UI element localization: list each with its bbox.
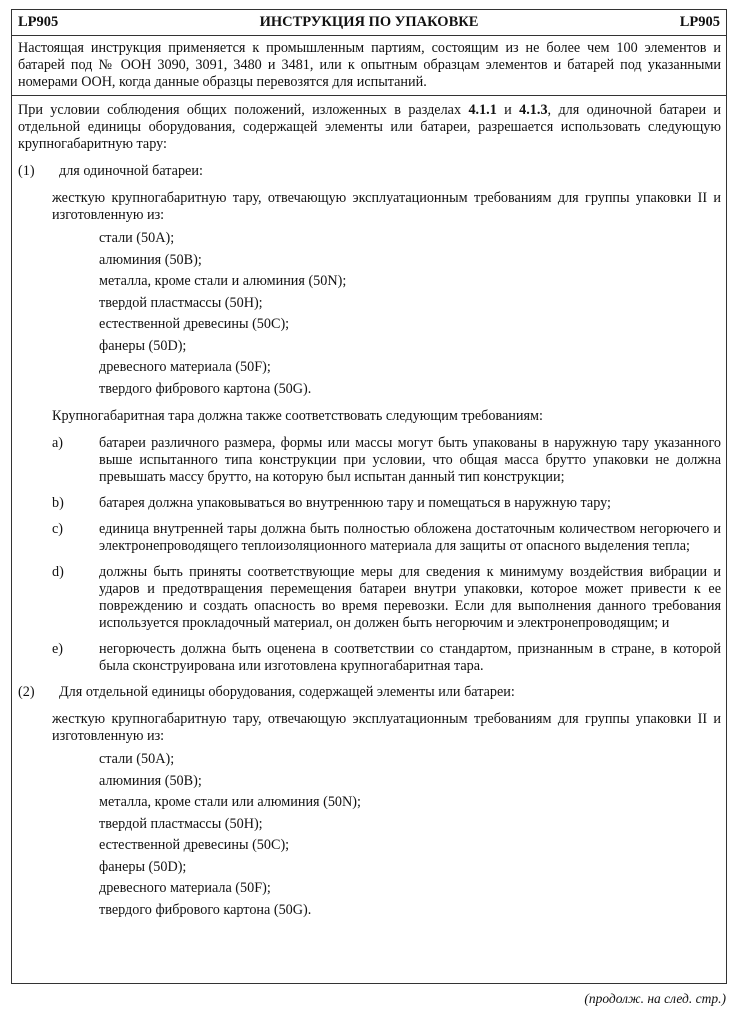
- section-2-heading: (2) Для отдельной единицы оборудования, содержащей элементы или батареи:: [18, 684, 515, 700]
- list-item: твердой пластмассы (50H);: [99, 815, 263, 832]
- section-1-heading: (1) для одиночной батареи:: [18, 163, 203, 179]
- requirement-c: c) единица внутренней тары должна быть полностью обложена достаточным количеством негорючего и электронепроводящего теплоизоляционного материала для защиты от опасного выделения тепла;: [52, 521, 721, 554]
- ref-4-1-1: 4.1.1: [468, 102, 497, 118]
- list-item: фанеры (50D);: [99, 337, 187, 354]
- requirement-d: d) должны быть приняты соответствующие меры для сведения к минимуму воздействия вибрации и ударов и предотвращения перемещения батареи внутри упаковки, которое может привести к ее повреждению и создать опасность во время перевозки. Если для выполнения данного требования используется прокладочный материал, он должен быть негорючим и электронепроводящим; и: [52, 564, 721, 631]
- list-item: твердого фибрового картона (50G).: [99, 380, 312, 397]
- list-item: алюминия (50B);: [99, 772, 202, 789]
- list-item: стали (50A);: [99, 230, 175, 246]
- lead-paragraph: При условии соблюдения общих положений, изложенных в разделах 4.1.1 и 4.1.3, для одиночной батареи и отдельной единицы оборудования, содержащей элементы или батареи, разрешается использовать следующую крупногабаритную тару:: [18, 102, 722, 152]
- list-item: металла, кроме стали или алюминия (50N);: [99, 794, 361, 810]
- list-item: древесного материала (50F);: [99, 359, 271, 375]
- instruction-title: ИНСТРУКЦИЯ ПО УПАКОВКЕ: [259, 14, 479, 30]
- packing-instruction-table: [11, 9, 727, 984]
- ref-4-1-3: 4.1.3: [519, 102, 548, 118]
- list-item: естественной древесины (50C);: [99, 316, 290, 332]
- instruction-body: [12, 96, 726, 923]
- section-1-materials: [18, 230, 721, 402]
- list-item: алюминия (50B);: [99, 251, 202, 268]
- list-item: древесного материала (50F);: [99, 880, 271, 896]
- requirements-intro: Крупногабаритная тара должна также соответствовать следующим требованиям:: [52, 408, 543, 424]
- instruction-code-right: LP905: [679, 14, 720, 30]
- intro-paragraph: Настоящая инструкция применяется к промышленным партиям, состоящим из не более чем 100 элементов и батарей под № ООН 3090, 3091, 3480 и 3481, или к опытным образцам элементов и батарей под указанными номерами ООН, когда данные образцы перевозятся для испытаний.: [12, 36, 726, 96]
- table-header: [12, 10, 726, 36]
- instruction-code-left: LP905: [18, 14, 59, 30]
- list-item: металла, кроме стали и алюминия (50N);: [99, 273, 347, 289]
- section-1-packaging: жесткую крупногабаритную тару, отвечающую эксплуатационным требованиям для группы упаковки II и изготовленную из:: [52, 190, 721, 223]
- list-item: стали (50A);: [99, 751, 175, 767]
- requirement-a: a) батареи различного размера, формы или массы могут быть упакованы в наружную тару указанного выше испытанного типа конструкции при условии, что общая масса брутто упаковки не должна превышать массу брутто, на которую был испытан данный тип конструкции;: [52, 435, 721, 485]
- requirement-b: b) батарея должна упаковываться во внутреннюю тару и помещаться в наружную тару;: [52, 495, 611, 511]
- list-item: фанеры (50D);: [99, 858, 187, 875]
- continued-note: (продолж. на след. стр.): [584, 991, 726, 1006]
- section-2-packaging: жесткую крупногабаритную тару, отвечающую эксплуатационным требованиям для группы упаковки II и изготовленную из:: [52, 711, 721, 744]
- list-item: твердого фибрового картона (50G).: [99, 901, 312, 918]
- requirement-e: e) негорючесть должна быть оценена в соответствии со стандартом, признанным в стране, в которой была сконструирована или изготовлена крупногабаритная тара.: [52, 641, 721, 674]
- list-item: естественной древесины (50C);: [99, 837, 290, 853]
- section-2-materials: [18, 751, 721, 923]
- list-item: твердой пластмассы (50H);: [99, 294, 263, 311]
